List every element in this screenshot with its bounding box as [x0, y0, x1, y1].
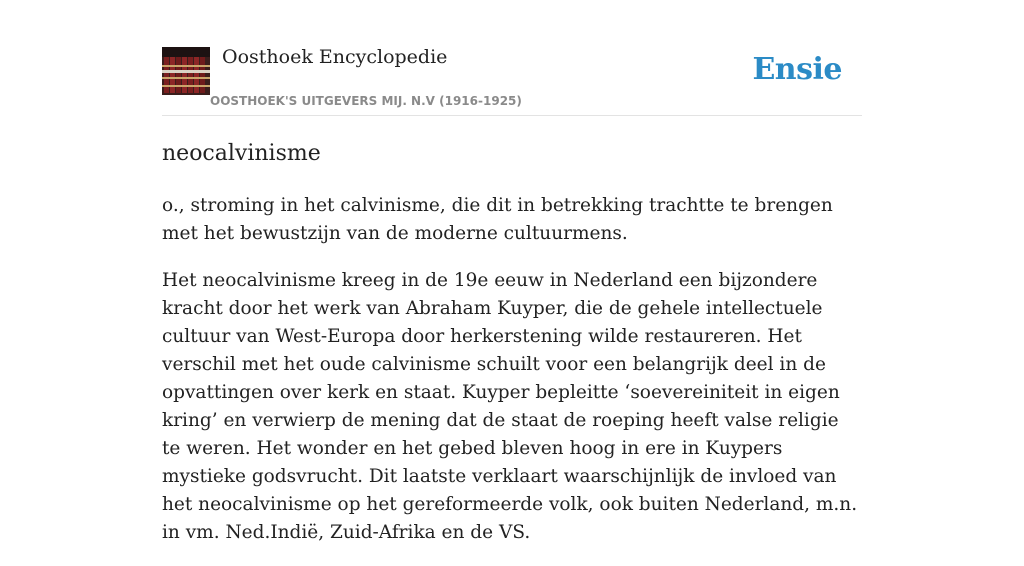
encyclopedia-books-icon[interactable] [162, 47, 210, 95]
ensie-logo[interactable]: Ensie [752, 52, 842, 87]
publisher-label: OOSTHOEK'S UITGEVERS MIJ. N.V (1916-1925) [210, 94, 522, 108]
page-title: neocalvinisme [162, 141, 321, 166]
site-name[interactable]: Oosthoek Encyclopedie [222, 46, 448, 68]
header [162, 0, 862, 116]
article-paragraph: o., stroming in het calvinisme, die dit in betrekking trachtte te brengen met het bewustzijn van de moderne cultuurmens. [162, 195, 833, 244]
article-body [162, 192, 862, 566]
page-container [162, 0, 862, 543]
article-paragraph: Het neocalvinisme kreeg in de 19e eeuw in Nederland een bijzondere kracht door het werk van Abraham Kuyper, die de gehele intellectuele cultuur van West-Europa door herkerstening wilde restaureren. Het verschil met het oude calvinisme schuilt voor een belangrijk deel in de opvattingen over kerk en staat. Kuyper bepleitte ‘soevereiniteit in eigen kring’ en verwierp de mening dat de staat de roeping heeft valse religie te weren. Het wonder en het gebed bleven hoog in ere in Kuypers mystieke godsvrucht. Dit laatste verklaart waarschijnlijk de invloed van het neocalvinisme op het gereformeerde volk, ook buiten Nederland, m.n. in vm. Ned.Indië, Zuid-Afrika en de VS. [162, 270, 858, 543]
